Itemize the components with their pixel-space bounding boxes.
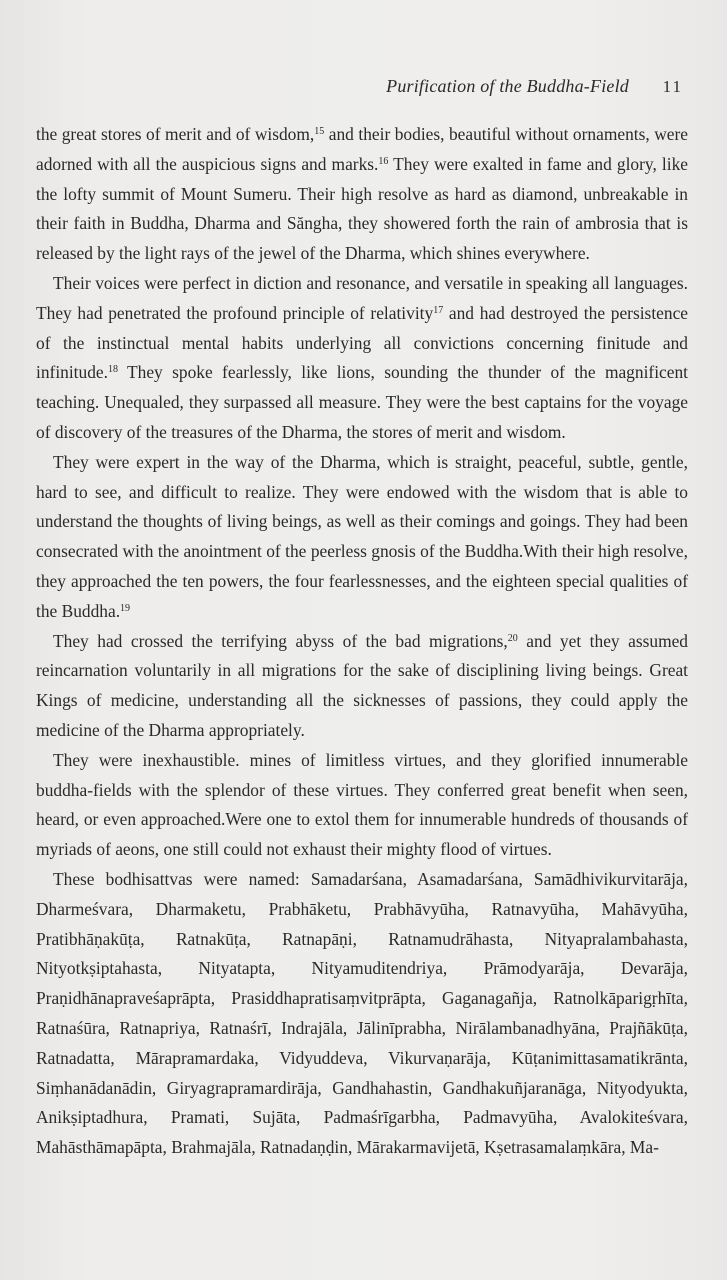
paragraph (36, 865, 688, 1163)
body-text (36, 120, 688, 1163)
page-number: 11 (662, 77, 683, 96)
paragraph (36, 120, 688, 269)
text-run: and their bodies, beautiful without ornaments, were adorned with all the auspicious signs and marks. (36, 124, 688, 174)
text-run: They were expert in the way of the Dharma, which is straight, peaceful, subtle, gentle, hard to see, and difficult to realize. They were endowed with the wisdom that is able to understand the thoughts of living beings, as well as their comings and goings. They had been consecrated with the anointment of the peerless gnosis of the Buddha.With their high resolve, they approached the ten powers, the four fearlessnesses, and the eighteen special qualities of the Buddha. (36, 451, 688, 621)
text-run: and yet they assumed reincarnation voluntarily in all migrations for the sake of disciplining living beings. Great Kings of medicine, understanding all the sicknesses of passions, they could apply the medicine of the Dharma appropriately. (36, 630, 689, 740)
footnote-ref: 19 (120, 602, 131, 614)
footnote-ref: 15 (314, 126, 325, 137)
running-head (0, 76, 727, 100)
text-run: and had destroyed the persistence of the instinctual mental habits underlying all convictions concerning finitude and infinitude. (36, 302, 689, 383)
footnote-ref: 20 (507, 632, 518, 644)
footnote-ref: 16 (378, 155, 389, 167)
paragraph (36, 627, 688, 746)
chapter-title: Purification of the Buddha-Field (386, 76, 629, 96)
footnote-ref: 18 (107, 364, 118, 376)
text-run: They spoke fearlessly, like lions, sounding the thunder of the magnificent teaching. Unequaled, they surpassed all measure. They were the best captains for the voyage of discovery of the treasures of the Dharma, the stores of merit and wisdom. (36, 362, 688, 442)
text-run: They had crossed the terrifying abyss of the bad migrations, (53, 630, 508, 651)
text-run: Their voices were perfect in diction and resonance, and versatile in speaking all languages. They had penetrated the profound principle of relativity (36, 272, 688, 323)
text-run: They were inexhaustible. mines of limitless virtues, and they glorified innumerable buddha-fields with the splendor of these virtues. They conferred great benefit when seen, heard, or even approached.Were one to extol them for innumerable hundreds of thousands of myriads of aeons, one still could not exhaust their mighty flood of virtues. (36, 749, 688, 860)
text-run: These bodhisattvas were named: Samadarśana, Asamadarśana, Samādhivikurvitarāja, Dharmeśvara, Dharmaketu, Prabhāketu, Prabhāvyūha, Ratnavyūha, Mahāvyūha, Pratibhāṇakūṭa, Ratnakūṭa, Ratnapāṇi, Ratnamudrāhasta, Nityapralambahasta, Nityotkṣiptahasta, Nityatapta, Nityamuditendriya, Prāmodyarāja, Devarāja, Praṇidhānapraveśaprāpta, Prasiddhapratisaṃvitprāpta, Gaganagañja, Ratnolkāparigṛhīta, Ratnaśūra, Ratnapriya, Ratnaśrī, Indrajāla, Jālinīprabha, Nirālambanadhyāna, Prajñākūṭa, Ratnadatta, Mārapramardaka, Vidyuddeva, Vikurvaṇarāja, Kūṭanimittasamatikrānta, Siṃhanādanādin, Giryagrapramardirāja, Gandhahastin, Gandhakuñjaranāga, Nityodyukta, Anikṣiptadhura, Pramati, Sujāta, Padmaśrīgarbha, Padmavyūha, Avalokiteśvara, Mahāsthāmapāpta, Brahmajāla, Ratnadaṇḍin, Mārakarmavijetā, Kṣetrasamalaṃkāra, Ma- (36, 868, 688, 1158)
text-run: the great stores of merit and of wisdom, (36, 124, 315, 144)
footnote-ref: 17 (433, 304, 444, 316)
paragraph (36, 746, 688, 865)
text-run: They were exalted in fame and glory, like the lofty summit of Mount Sumeru. Their high resolve as hard as diamond, unbreakable in their faith in Buddha, Dharma and Săngha, they showered forth the rain of ambrosia that is released by the light rays of the jewel of the Dharma, which shines everywhere. (36, 153, 689, 264)
paragraph (36, 269, 688, 448)
paragraph (36, 448, 688, 627)
